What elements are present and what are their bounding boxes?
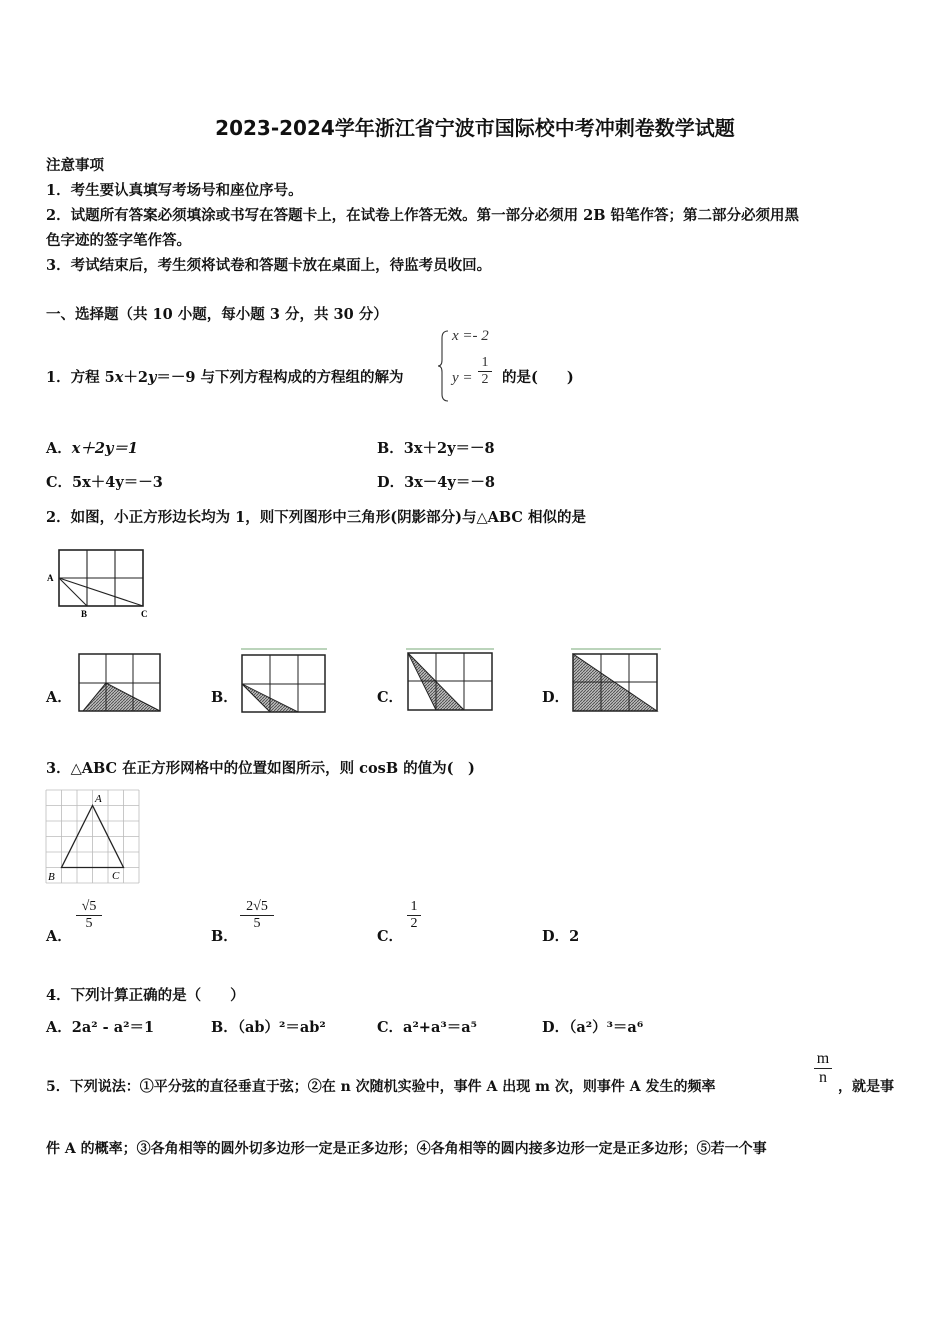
q1-stem: 1．方程 5x＋2y＝－9 与下列方程构成的方程组的解为 bbox=[46, 369, 404, 386]
label-a: A bbox=[47, 573, 54, 583]
page-title: 2023-2024学年浙江省宁波市国际校中考冲刺卷数学试题 bbox=[215, 116, 735, 140]
system-line2: y = bbox=[452, 370, 473, 386]
q3-option-a-label: A． bbox=[46, 928, 72, 945]
q2-reference-figure bbox=[44, 545, 164, 620]
label-b: B bbox=[81, 609, 88, 619]
section-heading: 一、选择题（共 10 小题，每小题 3 分，共 30 分） bbox=[46, 306, 388, 323]
q2-option-a-label: A． bbox=[46, 689, 72, 706]
q3-option-a-value: √5 5 bbox=[76, 899, 102, 932]
q3-grid-figure bbox=[44, 789, 142, 885]
label-c: C bbox=[141, 609, 148, 619]
q1-option-a: A．x＋2y＝1 bbox=[46, 440, 139, 457]
q1-stem-suffix: 的是( ) bbox=[502, 369, 574, 386]
q5-line1-end: ，就是事 bbox=[838, 1079, 894, 1095]
system-brace bbox=[438, 330, 450, 402]
q4-option-b: B．（ab）²＝ab² bbox=[211, 1019, 326, 1036]
q2-option-c-label: C． bbox=[377, 689, 404, 706]
q2-option-b-label: B． bbox=[211, 689, 238, 706]
notice-item: 色字迹的签字笔作答。 bbox=[46, 232, 191, 249]
q1-option-b: B．3x＋2y＝－8 bbox=[377, 440, 495, 457]
q3-stem: 3．△ABC 在正方形网格中的位置如图所示，则 cosB 的值为( ) bbox=[46, 760, 475, 777]
q2-option-d-figure bbox=[571, 648, 661, 714]
q5-frequency-fraction: m n bbox=[814, 1050, 832, 1087]
q2-option-d-label: D． bbox=[542, 689, 570, 706]
q4-option-c: C．a²+a³＝a⁵ bbox=[377, 1019, 477, 1036]
q2-option-b-figure bbox=[241, 648, 327, 714]
q4-option-d: D．（a²）³＝a⁶ bbox=[542, 1019, 644, 1036]
label-c: C bbox=[112, 870, 120, 882]
label-b: B bbox=[48, 871, 55, 883]
system-line1: x =- 2 bbox=[452, 328, 489, 344]
q2-stem: 2．如图，小正方形边长均为 1，则下列图形中三角形(阴影部分)与△ABC 相似的是 bbox=[46, 509, 586, 526]
label-a: A bbox=[95, 793, 102, 805]
q3-option-b-value: 2√5 5 bbox=[240, 899, 274, 932]
q4-stem: 4．下列计算正确的是（ ） bbox=[46, 987, 245, 1004]
q2-option-a-figure bbox=[78, 653, 162, 713]
system-fraction: 1 2 bbox=[478, 355, 492, 388]
q4-option-a: A．2a² - a²＝1 bbox=[46, 1019, 155, 1036]
notice-item: 3．考试结束后，考生须将试卷和答题卡放在桌面上，待监考员收回。 bbox=[46, 257, 492, 274]
q3-option-b-label: B． bbox=[211, 928, 238, 945]
q5-line1: 5．下列说法：①平分弦的直径垂直于弦；②在 n 次随机实验中，事件 A 出现 m 次，则事件 A 发生的频率 bbox=[46, 1079, 716, 1095]
notice-item: 1．考生要认真填写考场号和座位序号。 bbox=[46, 182, 303, 199]
q1-option-d: D．3x－4y＝－8 bbox=[377, 474, 495, 491]
q1-option-c: C．5x＋4y＝－3 bbox=[46, 474, 163, 491]
notice-item: 2．试题所有答案必须填涂或书写在答题卡上，在试卷上作答无效。第一部分必须用 2B 铅笔作答；第二部分必须用黑 bbox=[46, 207, 800, 224]
q2-option-c-figure bbox=[406, 648, 494, 712]
q3-option-c-value: 1 2 bbox=[407, 899, 421, 932]
q3-option-d: D．2 bbox=[542, 928, 580, 945]
q5-line2: 件 A 的概率；③各角相等的圆外切多边形一定是正多边形；④各角相等的圆内接多边形一定是正多边形；⑤若一个事 bbox=[46, 1141, 767, 1157]
q3-option-c-label: C． bbox=[377, 928, 404, 945]
notice-heading: 注意事项 bbox=[46, 157, 104, 174]
